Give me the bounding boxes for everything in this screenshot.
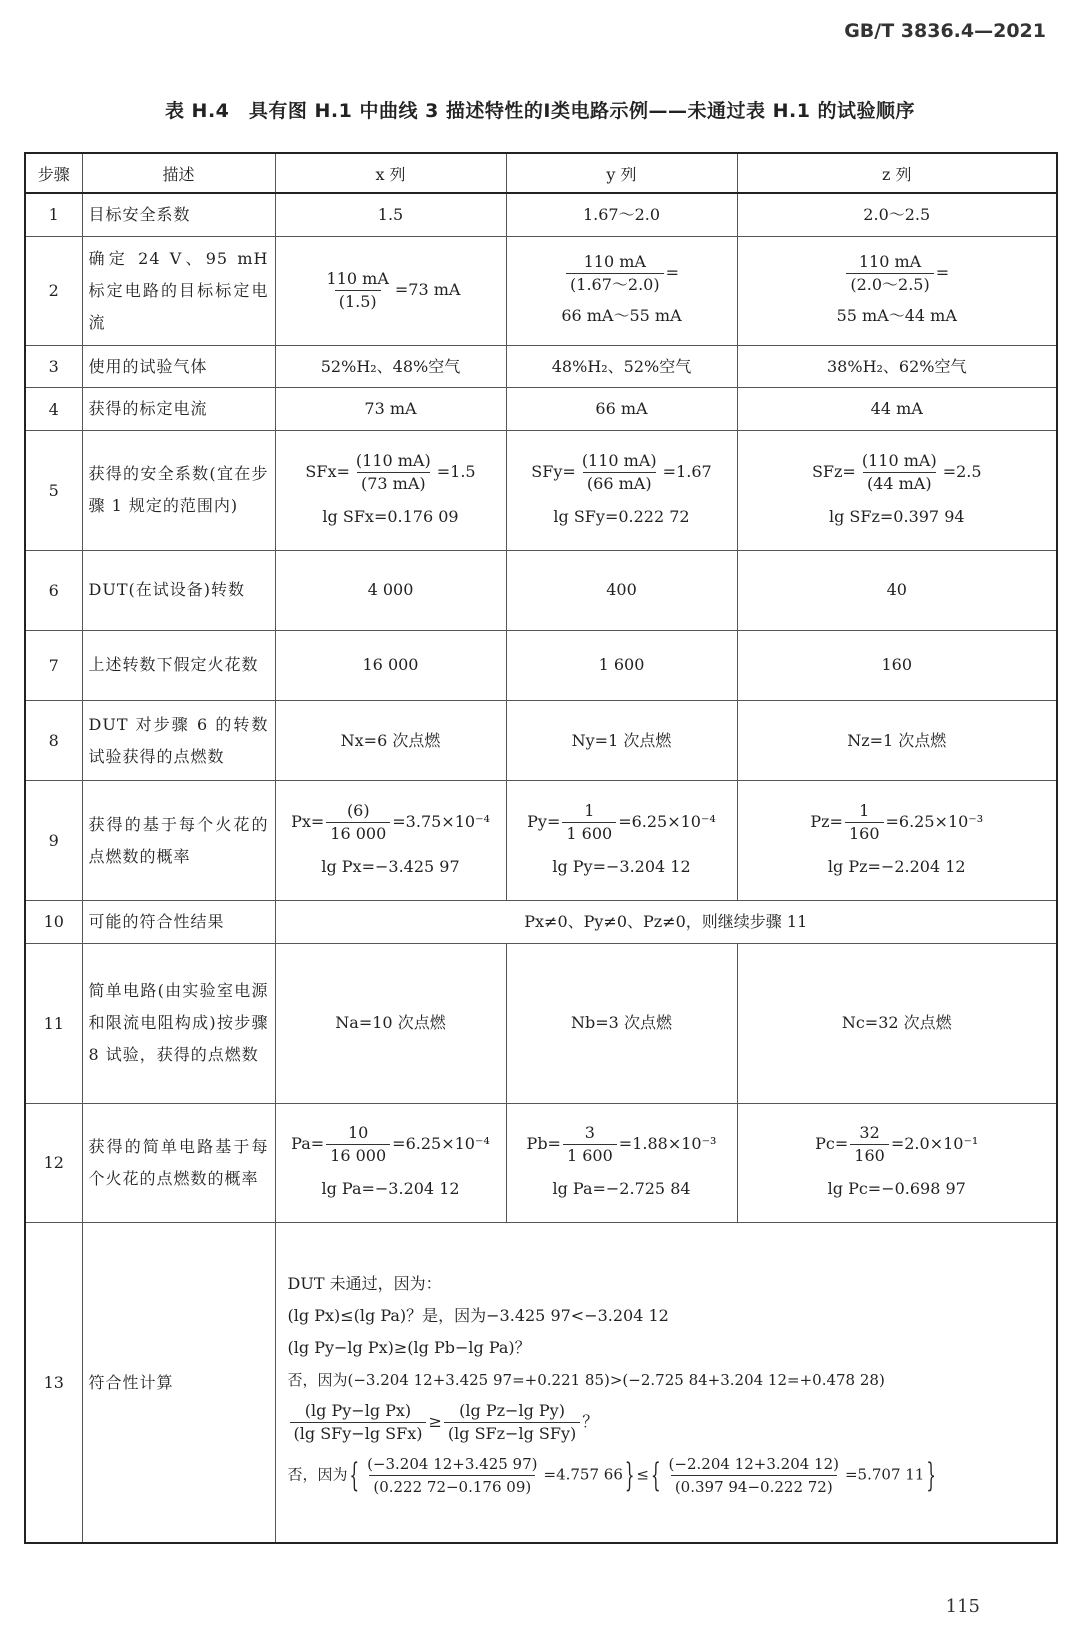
col-header-z: z 列 xyxy=(737,153,1057,193)
numerator: (6) xyxy=(346,801,370,821)
result-continuation: 55 mA～44 mA xyxy=(836,306,957,326)
table-row xyxy=(25,630,1057,701)
table-row xyxy=(25,781,1057,901)
numerator: (lg Py−lg Px) xyxy=(304,1400,412,1420)
x-value: 1.5 xyxy=(275,193,506,236)
symbol: Pc= xyxy=(815,1134,849,1154)
step-description: 可能的符合性结果 xyxy=(82,900,275,943)
log-value: lg Pa=−2.725 84 xyxy=(552,1179,691,1199)
operator: ≤ xyxy=(636,1465,649,1484)
calc-ratio-line xyxy=(288,1400,1045,1445)
y-value: 1 600 xyxy=(506,630,737,701)
table-title: 表 H.4 具有图 H.1 中曲线 3 描述特性的Ⅰ类电路示例——未通过表 H.1 的试验顺序 xyxy=(164,100,916,122)
log-value: lg Pz=−2.204 12 xyxy=(827,857,966,877)
step-number: 1 xyxy=(25,193,82,236)
table-row xyxy=(25,1103,1057,1223)
symbol: SFz= xyxy=(811,461,856,481)
step-number: 12 xyxy=(25,1103,82,1223)
step-number: 8 xyxy=(25,701,82,781)
fraction xyxy=(850,1122,889,1167)
symbol: SFy= xyxy=(531,461,576,481)
result: =6.25×10⁻⁴ xyxy=(392,1134,490,1154)
right-brace: } xyxy=(926,1455,936,1495)
operator: ≥ xyxy=(428,1411,442,1431)
denominator: (lg SFz−lg SFy) xyxy=(444,1422,580,1445)
x-value: 4 000 xyxy=(275,550,506,630)
step-number: 11 xyxy=(25,943,82,1103)
fraction xyxy=(290,1400,427,1445)
table-row xyxy=(25,701,1057,781)
fraction xyxy=(858,450,941,495)
numerator: 110 mA xyxy=(583,252,646,272)
col-header-y: y 列 xyxy=(506,153,737,193)
numerator: 1 xyxy=(584,801,595,821)
fraction xyxy=(326,800,390,845)
table-row xyxy=(25,388,1057,431)
x-value xyxy=(275,1103,506,1223)
y-value: 48%H₂、52%空气 xyxy=(506,345,737,388)
symbol: Pz= xyxy=(810,812,843,832)
header-row xyxy=(25,153,1057,193)
denominator: (lg SFy−lg SFx) xyxy=(290,1422,427,1445)
calc-result-line xyxy=(288,1453,1045,1498)
y-value: Nb=3 次点燃 xyxy=(506,943,737,1103)
x-value xyxy=(275,236,506,345)
y-value: Ny=1 次点燃 xyxy=(506,701,737,781)
page-number: 115 xyxy=(945,1596,980,1617)
result: =1.88×10⁻³ xyxy=(618,1134,717,1154)
x-value: Na=10 次点燃 xyxy=(275,943,506,1103)
step-number: 3 xyxy=(25,345,82,388)
col-header-step: 步骤 xyxy=(25,153,82,193)
step-number: 9 xyxy=(25,781,82,901)
table-row xyxy=(25,550,1057,630)
result-continuation: 66 mA～55 mA xyxy=(561,306,682,326)
numerator: (lg Pz−lg Py) xyxy=(459,1400,565,1420)
step-number: 7 xyxy=(25,630,82,701)
step-description: 获得的简单电路基于每个火花的点燃数的概率 xyxy=(82,1103,275,1223)
table-row xyxy=(25,1223,1057,1543)
denominator: (66 mA) xyxy=(583,472,656,495)
numerator: (−2.204 12+3.204 12) xyxy=(668,1454,839,1473)
result: =6.25×10⁻⁴ xyxy=(618,812,716,832)
table-row xyxy=(25,431,1057,551)
calc-line: 否，因为(−3.204 12+3.425 97=+0.221 85)>(−2.725 84+3.204 12=+0.478 28) xyxy=(287,1370,885,1389)
calc-line: DUT 未通过，因为： xyxy=(287,1273,442,1293)
result: = xyxy=(665,263,679,283)
denominator: 160 xyxy=(845,822,884,845)
y-value xyxy=(506,781,737,901)
left-brace: { xyxy=(651,1455,661,1495)
numerator: 32 xyxy=(859,1123,880,1143)
denominator: 160 xyxy=(850,1144,889,1167)
step-description: 获得的标定电流 xyxy=(82,388,275,431)
step-description: 目标安全系数 xyxy=(82,193,275,236)
log-value: lg Pc=−0.698 97 xyxy=(827,1179,966,1199)
numerator: 110 mA xyxy=(326,269,389,289)
y-value xyxy=(506,431,737,551)
z-value: Nc=32 次点燃 xyxy=(737,943,1057,1103)
y-value xyxy=(506,236,737,345)
test-sequence-table xyxy=(24,152,1058,1544)
result: =6.25×10⁻³ xyxy=(885,812,984,832)
denominator: (44 mA) xyxy=(863,472,936,495)
numerator: 110 mA xyxy=(858,252,922,272)
denominator: (0.397 94−0.222 72) xyxy=(671,1475,837,1498)
step-description: 确定 24 V、95 mH 标定电路的目标标定电流 xyxy=(82,236,275,345)
x-value: 16 000 xyxy=(275,630,506,701)
step-description: DUT(在试设备)转数 xyxy=(82,550,275,630)
x-value xyxy=(275,431,506,551)
result: = xyxy=(935,263,950,283)
table-row xyxy=(25,193,1057,236)
x-value xyxy=(275,781,506,901)
z-value: 2.0～2.5 xyxy=(737,193,1057,236)
step-description: 简单电路(由实验室电源和限流电阻构成)按步骤 8 试验，获得的点燃数 xyxy=(82,943,275,1103)
denominator: (0.222 72−0.176 09) xyxy=(369,1475,535,1498)
step-description: 上述转数下假定火花数 xyxy=(82,630,275,701)
x-value: 52%H₂、48%空气 xyxy=(275,345,506,388)
log-value: lg Py=−3.204 12 xyxy=(552,857,691,877)
fraction xyxy=(444,1400,580,1445)
result: =3.75×10⁻⁴ xyxy=(392,812,490,832)
numerator: 1 xyxy=(859,801,870,821)
fraction xyxy=(352,450,435,495)
y-value xyxy=(506,1103,737,1223)
z-value xyxy=(737,431,1057,551)
calc-line: (lg Py−lg Px)≥(lg Pb−lg Pa)？ xyxy=(287,1337,531,1357)
z-value: 44 mA xyxy=(737,388,1057,431)
y-value: 66 mA xyxy=(506,388,737,431)
step-description: 获得的基于每个火花的点燃数的概率 xyxy=(82,781,275,901)
z-value: 40 xyxy=(737,550,1057,630)
fraction xyxy=(566,251,664,296)
fraction xyxy=(578,450,661,495)
log-value: lg SFz=0.397 94 xyxy=(828,506,965,526)
fraction xyxy=(323,268,393,313)
z-value: Nz=1 次点燃 xyxy=(737,701,1057,781)
table-row xyxy=(25,943,1057,1103)
denominator: 1 600 xyxy=(562,822,616,845)
step-number: 4 xyxy=(25,388,82,431)
z-value xyxy=(737,781,1057,901)
table-row xyxy=(25,236,1057,345)
calc-prefix: 否，因为 xyxy=(287,1465,348,1484)
left-brace: { xyxy=(349,1455,360,1495)
numerator: 3 xyxy=(584,1123,595,1143)
question-mark: ？ xyxy=(582,1411,599,1431)
denominator: (1.67～2.0) xyxy=(566,273,664,296)
step-description: 使用的试验气体 xyxy=(82,345,275,388)
denominator: (73 mA) xyxy=(357,472,430,495)
numerator: (110 mA) xyxy=(581,450,657,470)
compliance-calculation xyxy=(275,1223,1057,1543)
fraction xyxy=(326,1122,390,1167)
table-row xyxy=(25,345,1057,388)
z-value: 38%H₂、62%空气 xyxy=(737,345,1057,388)
denominator: (1.5) xyxy=(335,290,381,313)
result: =5.707 11 xyxy=(844,1465,925,1484)
col-header-x: x 列 xyxy=(275,153,506,193)
calc-line: (lg Px)≤(lg Pa)？是，因为−3.425 97<−3.204 12 xyxy=(287,1305,669,1325)
denominator: (2.0～2.5) xyxy=(846,273,933,296)
step-number: 2 xyxy=(25,236,82,345)
step-number: 10 xyxy=(25,900,82,943)
step-number: 6 xyxy=(25,550,82,630)
symbol: Pa= xyxy=(291,1134,325,1154)
numerator: (−3.204 12+3.425 97) xyxy=(367,1454,538,1473)
step-number: 13 xyxy=(25,1223,82,1543)
z-value xyxy=(737,1103,1057,1223)
log-value: lg SFy=0.222 72 xyxy=(553,506,690,526)
result: =2.0×10⁻¹ xyxy=(890,1134,979,1154)
fraction xyxy=(562,800,616,845)
step-description: 符合性计算 xyxy=(82,1223,275,1543)
z-value xyxy=(737,236,1057,345)
denominator: 16 000 xyxy=(326,1144,390,1167)
symbol: Px= xyxy=(291,812,325,832)
fraction xyxy=(665,1453,843,1498)
fraction xyxy=(845,800,884,845)
x-value: Nx=6 次点燃 xyxy=(275,701,506,781)
log-value: lg SFx=0.176 09 xyxy=(322,506,459,526)
step-description: 获得的安全系数(宜在步骤 1 规定的范围内) xyxy=(82,431,275,551)
result: =1.5 xyxy=(436,461,476,481)
fraction xyxy=(363,1453,541,1498)
denominator: 16 000 xyxy=(326,822,390,845)
table-row xyxy=(25,900,1057,943)
standard-code: GB/T 3836.4—2021 xyxy=(844,20,1046,42)
result: =2.5 xyxy=(942,461,982,481)
fraction xyxy=(563,1122,617,1167)
fraction xyxy=(846,251,933,296)
y-value: 1.67～2.0 xyxy=(506,193,737,236)
numerator: (110 mA) xyxy=(861,450,937,470)
x-value: 73 mA xyxy=(275,388,506,431)
log-value: lg Px=−3.425 97 xyxy=(321,857,460,877)
z-value: 160 xyxy=(737,630,1057,701)
symbol: Py= xyxy=(527,812,561,832)
symbol: SFx= xyxy=(305,461,350,481)
numerator: 10 xyxy=(347,1123,369,1143)
step-number: 5 xyxy=(25,431,82,551)
result: =73 mA xyxy=(394,280,461,300)
log-value: lg Pa=−3.204 12 xyxy=(321,1179,460,1199)
step-description: DUT 对步骤 6 的转数试验获得的点燃数 xyxy=(82,701,275,781)
right-brace: } xyxy=(624,1455,635,1495)
result: =1.67 xyxy=(662,461,712,481)
col-header-desc: 描述 xyxy=(82,153,275,193)
result: =4.757 66 xyxy=(543,1465,623,1484)
numerator: (110 mA) xyxy=(355,450,431,470)
merged-result: Px≠0、Py≠0、Pz≠0，则继续步骤 11 xyxy=(275,900,1057,943)
denominator: 1 600 xyxy=(563,1144,617,1167)
symbol: Pb= xyxy=(526,1134,561,1154)
y-value: 400 xyxy=(506,550,737,630)
